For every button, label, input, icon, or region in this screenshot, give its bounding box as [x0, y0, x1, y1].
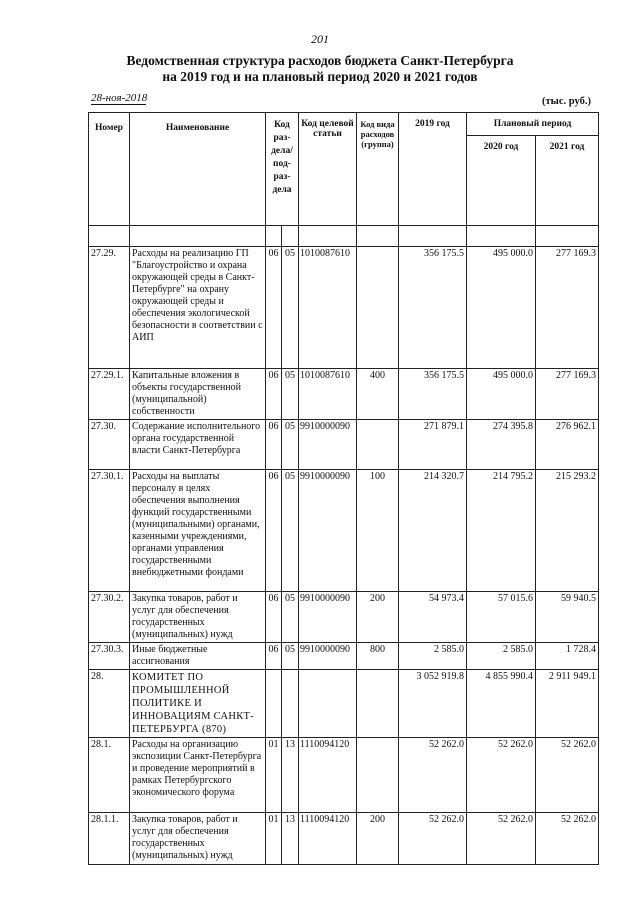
row-subsection: 05 — [282, 643, 299, 670]
row-number: 27.30.3. — [89, 643, 130, 670]
row-target-code: 1110094120 — [299, 813, 357, 865]
row-amount-2020: 495 000.0 — [467, 369, 536, 420]
row-number: 27.29.1. — [89, 369, 130, 420]
table-row — [89, 813, 599, 865]
row-amount-2020: 495 000.0 — [467, 247, 536, 369]
row-section: 01 — [266, 738, 282, 813]
date-underline — [91, 104, 146, 105]
row-subsection: 05 — [282, 470, 299, 592]
row-amount-2019: 356 175.5 — [399, 369, 467, 420]
row-number: 28.1.1. — [89, 813, 130, 865]
document-title-line-1: Ведомственная структура расходов бюджета Санкт-Петербурга — [126, 53, 514, 68]
header-target-code: Код целевой статьи — [299, 113, 357, 226]
table-row — [89, 738, 599, 813]
header-number: Номер — [89, 113, 130, 226]
row-expense-type: 200 — [357, 592, 399, 643]
row-number: 27.30.2. — [89, 592, 130, 643]
row-amount-2019: 52 262.0 — [399, 813, 467, 865]
row-amount-2021: 277 169.3 — [536, 247, 599, 369]
row-amount-2021: 215 293.2 — [536, 470, 599, 592]
budget-table — [88, 112, 599, 865]
table-row — [89, 670, 599, 738]
row-number: 28. — [89, 670, 130, 738]
row-amount-2021: 52 262.0 — [536, 813, 599, 865]
header-year-2019: 2019 год — [399, 113, 467, 226]
row-amount-2020: 4 855 990.4 — [467, 670, 536, 738]
header-year-2021: 2021 год — [536, 136, 599, 226]
header-year-2020: 2020 год — [467, 136, 536, 226]
row-name: Закупка товаров, работ и услуг для обеспечения государственных (муниципальных) нужд — [130, 592, 266, 643]
header-section-code: Код раз- дела/ под- раз- дела — [266, 113, 299, 226]
row-amount-2021: 276 962.1 — [536, 420, 599, 470]
row-name: Иные бюджетные ассигнования — [130, 643, 266, 670]
row-amount-2019: 2 585.0 — [399, 643, 467, 670]
row-amount-2020: 2 585.0 — [467, 643, 536, 670]
row-target-code: 1010087610 — [299, 247, 357, 369]
row-amount-2019: 356 175.5 — [399, 247, 467, 369]
table-row — [89, 369, 599, 420]
header-planned-period: Плановый период — [467, 113, 599, 136]
units-label: (тыс. руб.) — [542, 96, 591, 107]
row-expense-type — [357, 247, 399, 369]
row-name: Расходы на организацию экспозиции Санкт-Петербурга и проведение мероприятий в рамках Петербургского экономического форума — [130, 738, 266, 813]
row-name: Расходы на реализацию ГП "Благоустройство и охрана окружающей среды в Санкт-Петербурге" на охрану окружающей среды и обеспечения экологической безопасности в соответствии с АИП — [130, 247, 266, 369]
row-expense-type — [357, 420, 399, 470]
row-name: Расходы на выплаты персоналу в целях обеспечения выполнения функций государственными (муниципальными) органами, казенными учреждениями, органами управления государственными внебюджетными фондами — [130, 470, 266, 592]
row-section: 06 — [266, 420, 282, 470]
row-subsection: 05 — [282, 420, 299, 470]
row-section: 06 — [266, 592, 282, 643]
row-amount-2020: 214 795.2 — [467, 470, 536, 592]
header-spacer-row — [89, 226, 599, 247]
row-amount-2021: 1 728.4 — [536, 643, 599, 670]
row-name: Содержание исполнительного органа государственной власти Санкт-Петербурга — [130, 420, 266, 470]
table-row — [89, 420, 599, 470]
row-amount-2021: 277 169.3 — [536, 369, 599, 420]
row-amount-2019: 3 052 919.8 — [399, 670, 467, 738]
row-section: 06 — [266, 369, 282, 420]
header-name: Наименование — [130, 113, 266, 226]
row-subsection: 05 — [282, 247, 299, 369]
row-subsection: 13 — [282, 738, 299, 813]
table-row — [89, 247, 599, 369]
document-title-line-2: на 2019 год и на плановый период 2020 и 2021 годов — [162, 69, 478, 84]
row-target-code: 9910000090 — [299, 420, 357, 470]
row-section: 06 — [266, 643, 282, 670]
row-expense-type: 100 — [357, 470, 399, 592]
row-amount-2019: 214 320.7 — [399, 470, 467, 592]
row-expense-type: 800 — [357, 643, 399, 670]
row-section: 06 — [266, 247, 282, 369]
row-subsection — [282, 670, 299, 738]
row-amount-2019: 54 973.4 — [399, 592, 467, 643]
row-amount-2020: 52 262.0 — [467, 813, 536, 865]
document-date: 28-ноя-2018 — [91, 92, 148, 104]
row-name: Закупка товаров, работ и услуг для обеспечения государственных (муниципальных) нужд — [130, 813, 266, 865]
header-expense-type: Код вида расходов (группа) — [357, 113, 399, 226]
table-row — [89, 592, 599, 643]
row-subsection: 05 — [282, 592, 299, 643]
row-amount-2021: 59 940.5 — [536, 592, 599, 643]
row-target-code: 9910000090 — [299, 592, 357, 643]
row-section — [266, 670, 282, 738]
row-amount-2021: 52 262.0 — [536, 738, 599, 813]
row-name: Капитальные вложения в объекты государственной (муниципальной) собственности — [130, 369, 266, 420]
row-target-code: 1110094120 — [299, 738, 357, 813]
row-target-code — [299, 670, 357, 738]
row-target-code: 9910000090 — [299, 643, 357, 670]
row-number: 27.30.1. — [89, 470, 130, 592]
row-amount-2019: 271 879.1 — [399, 420, 467, 470]
row-amount-2020: 52 262.0 — [467, 738, 536, 813]
row-target-code: 9910000090 — [299, 470, 357, 592]
row-amount-2020: 57 015.6 — [467, 592, 536, 643]
row-number: 27.30. — [89, 420, 130, 470]
page-number: 201 — [311, 32, 329, 46]
row-section: 01 — [266, 813, 282, 865]
row-expense-type — [357, 738, 399, 813]
row-name: КОМИТЕТ ПО ПРОМЫШЛЕННОЙ ПОЛИТИКЕ И ИННОВАЦИЯМ САНКТ-ПЕТЕРБУРГА (870) — [130, 670, 266, 738]
row-target-code: 1010087610 — [299, 369, 357, 420]
row-amount-2019: 52 262.0 — [399, 738, 467, 813]
row-subsection: 05 — [282, 369, 299, 420]
row-subsection: 13 — [282, 813, 299, 865]
row-section: 06 — [266, 470, 282, 592]
row-amount-2021: 2 911 949.1 — [536, 670, 599, 738]
table-row — [89, 643, 599, 670]
table-row — [89, 470, 599, 592]
row-number: 27.29. — [89, 247, 130, 369]
row-expense-type: 200 — [357, 813, 399, 865]
row-expense-type: 400 — [357, 369, 399, 420]
header-row-1 — [89, 113, 599, 136]
row-expense-type — [357, 670, 399, 738]
row-amount-2020: 274 395.8 — [467, 420, 536, 470]
row-number: 28.1. — [89, 738, 130, 813]
